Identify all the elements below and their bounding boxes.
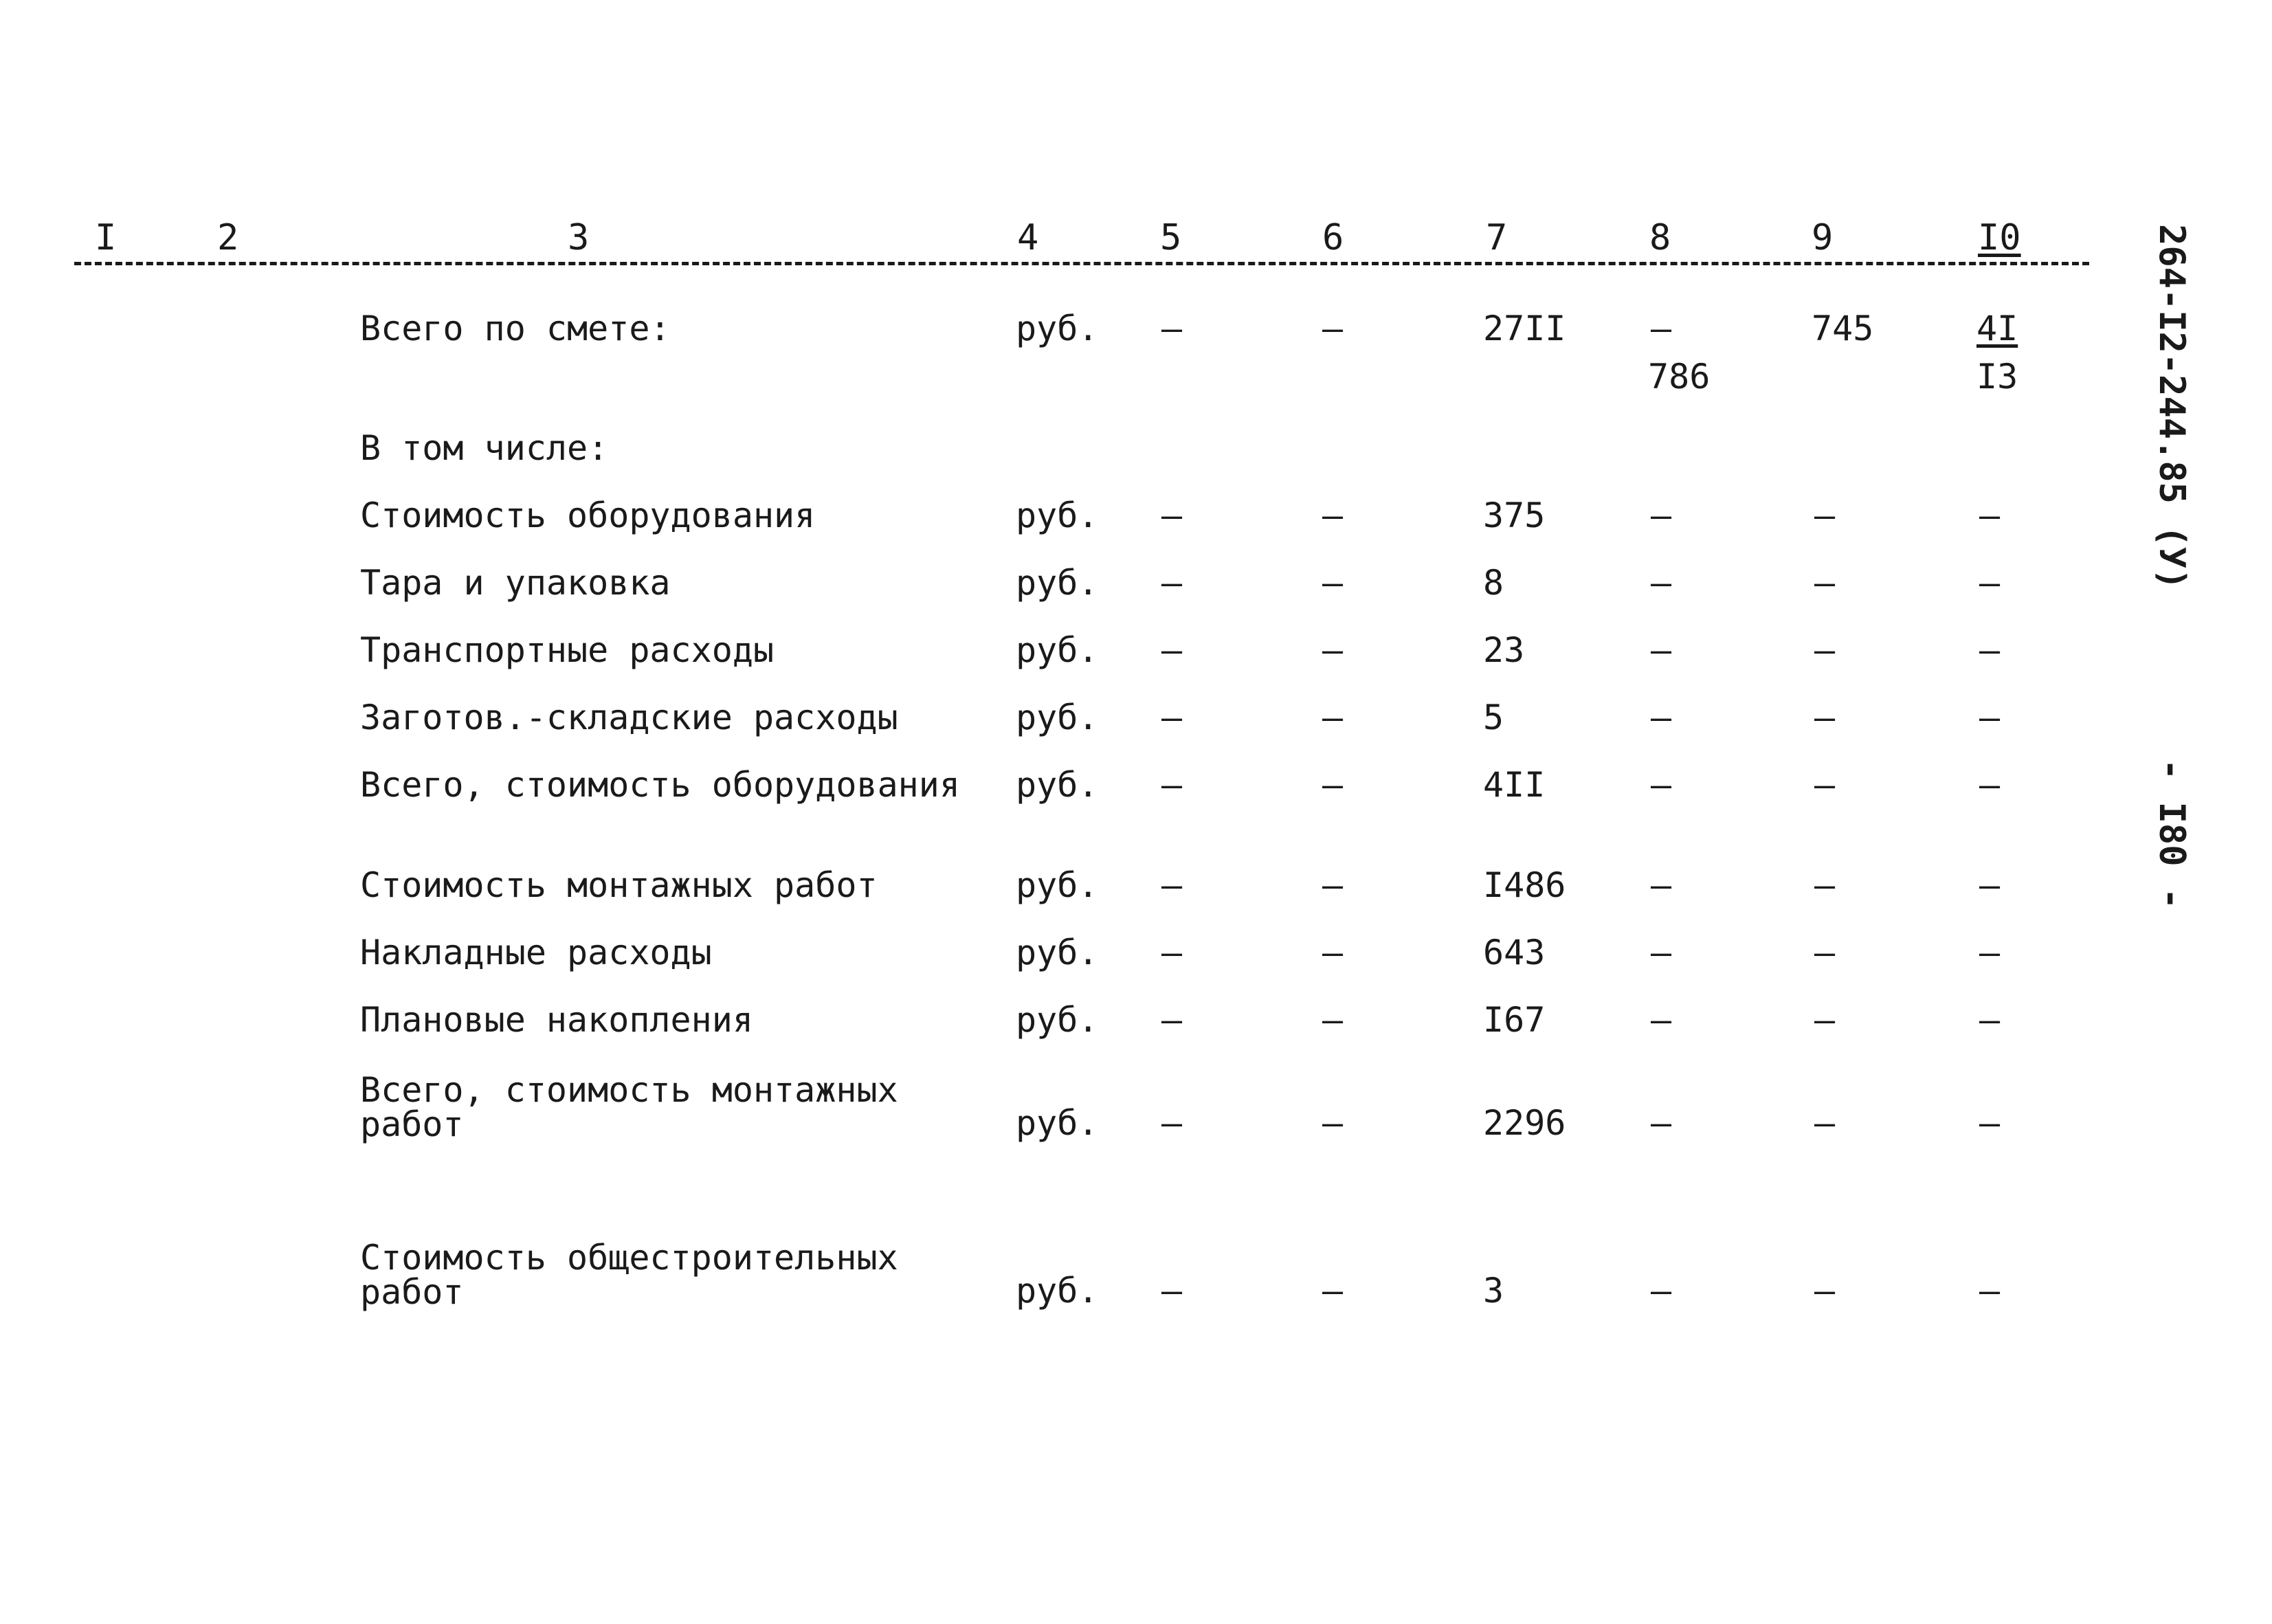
cell-col10: –	[1979, 1000, 2001, 1040]
cell-col6: –	[1322, 698, 1344, 737]
cell-col9: –	[1814, 496, 1836, 535]
row-unit: руб.	[1016, 563, 1099, 603]
row-label: Всего по смете:	[360, 309, 671, 348]
cell-col7: I486	[1483, 865, 1566, 905]
row-label: Плановые накопления	[360, 1000, 753, 1040]
column-header-8: 8	[1649, 217, 1671, 258]
row-label: Транспортные расходы	[360, 630, 775, 670]
row-unit: руб.	[1016, 933, 1099, 972]
cell-col10: –	[1979, 1103, 2001, 1143]
cell-col9: –	[1814, 563, 1836, 603]
cell-col5: –	[1161, 496, 1183, 535]
cell-col10: –	[1979, 765, 2001, 805]
cell-col9: –	[1814, 630, 1836, 670]
row-label-line2: работ	[360, 1272, 464, 1312]
cell-col5: –	[1161, 933, 1183, 972]
column-header-5: 5	[1160, 217, 1182, 258]
cell-col8: –	[1651, 698, 1672, 737]
cell-col10: –	[1979, 865, 2001, 905]
cell-col6: –	[1322, 309, 1344, 348]
row-unit: руб.	[1016, 1271, 1099, 1311]
row-unit: руб.	[1016, 630, 1099, 670]
cell-col8: –	[1651, 1103, 1672, 1143]
cell-col9: –	[1814, 765, 1836, 805]
cell-col8: –	[1651, 1271, 1672, 1311]
cell-col6: –	[1322, 1271, 1344, 1311]
cell-col8: –	[1651, 865, 1672, 905]
cell-col6: –	[1322, 765, 1344, 805]
cell-col8: –	[1651, 496, 1672, 535]
cell-col9: 745	[1812, 309, 1874, 348]
cell-col7: I67	[1483, 1000, 1546, 1040]
cell-col6: –	[1322, 630, 1344, 670]
cell-col6: –	[1322, 865, 1344, 905]
cell-col5: –	[1161, 765, 1183, 805]
cell-col10: –	[1979, 698, 2001, 737]
row-unit: руб.	[1016, 865, 1099, 905]
cell-col7: 23	[1483, 630, 1525, 670]
cell-col7: 4II	[1483, 765, 1546, 805]
cell-col5: –	[1161, 698, 1183, 737]
cell-col8: –	[1651, 563, 1672, 603]
cell-col10: –	[1979, 496, 2001, 535]
cell-col10: –	[1979, 563, 2001, 603]
column-header-1: I	[95, 217, 117, 258]
row-unit: руб.	[1016, 496, 1099, 535]
cell-col6: –	[1322, 1103, 1344, 1143]
cell-col9: –	[1814, 933, 1836, 972]
column-header-4: 4	[1017, 217, 1039, 258]
cell-col7: 375	[1483, 496, 1546, 535]
column-header-7: 7	[1486, 217, 1508, 258]
cell-col6: –	[1322, 496, 1344, 535]
row-label: Накладные расходы	[360, 933, 712, 972]
row-label: В том числе:	[360, 428, 609, 468]
cell-col5: –	[1161, 630, 1183, 670]
cell-col8: –	[1651, 765, 1672, 805]
cell-col9: –	[1814, 1271, 1836, 1311]
cell-col8-bottom: 786	[1648, 357, 1711, 397]
cell-col5: –	[1161, 1103, 1183, 1143]
cell-col6: –	[1322, 563, 1344, 603]
cell-col9: –	[1814, 1000, 1836, 1040]
cell-col9: –	[1814, 698, 1836, 737]
cell-col8: –	[1651, 630, 1672, 670]
row-label: Заготов.-складские расходы	[360, 698, 898, 737]
column-header-6: 6	[1322, 217, 1344, 258]
row-unit: руб.	[1016, 1103, 1099, 1143]
row-label: Стоимость оборудования	[360, 496, 816, 535]
cell-col8: –	[1651, 933, 1672, 972]
row-label-line1: Стоимость общестроительных	[360, 1238, 898, 1278]
cell-col10-bottom: I3	[1976, 357, 2018, 397]
column-header-2: 2	[217, 217, 239, 258]
row-unit: руб.	[1016, 1000, 1099, 1040]
cell-col5: –	[1161, 1000, 1183, 1040]
row-label-line1: Всего, стоимость монтажных	[360, 1070, 898, 1110]
row-label: Тара и упаковка	[360, 563, 671, 603]
document-code: 264-I2-244.85 (У)	[2151, 224, 2192, 590]
header-rule	[74, 262, 2089, 265]
cell-col7: 3	[1483, 1271, 1504, 1311]
row-unit: руб.	[1016, 698, 1099, 737]
row-label: Стоимость монтажных работ	[360, 865, 878, 905]
cell-col7: 2296	[1483, 1103, 1566, 1143]
cell-col5: –	[1161, 865, 1183, 905]
cell-col5: –	[1161, 1271, 1183, 1311]
cell-col6: –	[1322, 1000, 1344, 1040]
column-header-10: I0	[1978, 217, 2021, 258]
cell-col10: –	[1979, 630, 2001, 670]
cell-col7: 8	[1483, 563, 1504, 603]
column-header-3: 3	[568, 217, 590, 258]
cell-col5: –	[1161, 563, 1183, 603]
cell-col10: –	[1979, 1271, 2001, 1311]
row-label-line2: работ	[360, 1104, 464, 1144]
cell-col9: –	[1814, 1103, 1836, 1143]
cell-col7: 643	[1483, 933, 1546, 972]
cell-col8: –	[1651, 1000, 1672, 1040]
row-label: Всего, стоимость оборудования	[360, 765, 960, 805]
cell-col9: –	[1814, 865, 1836, 905]
row-unit: руб.	[1016, 765, 1099, 805]
cell-col8-top: –	[1651, 309, 1672, 348]
row-unit: руб.	[1016, 309, 1099, 348]
column-header-9: 9	[1812, 217, 1834, 258]
page-number: - I80 -	[2151, 759, 2192, 910]
cell-col6: –	[1322, 933, 1344, 972]
cell-col10-top: 4I	[1976, 309, 2018, 348]
cell-col7: 27II	[1483, 309, 1566, 348]
cell-col7: 5	[1483, 698, 1504, 737]
cell-col10: –	[1979, 933, 2001, 972]
cell-col5: –	[1161, 309, 1183, 348]
